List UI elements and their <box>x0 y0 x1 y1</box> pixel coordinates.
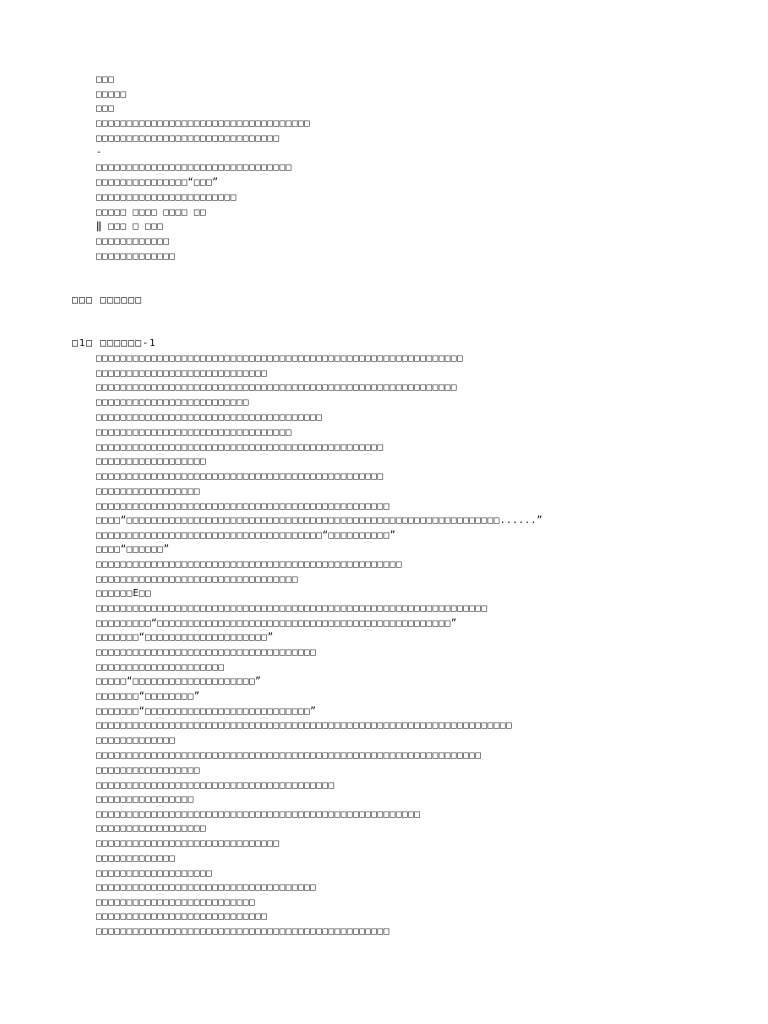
body-line: □□□□□□□□□□□□□□□□□□□□□□□□□□□□ <box>96 368 268 379</box>
body-line: □□□□□□□□□□□□□□□□□□□□□□□□□□□□□□□□□□□□□□□ <box>96 780 335 791</box>
body-line: □□□□□□□□□□□□□□□□□□□ <box>96 868 213 879</box>
body-line: □□□□□□□□□□□□□□□□□□□□□□□□□□□□□□ <box>96 838 280 849</box>
body-line: □□□□□□□□□□□□□□□□□□□□□□□□□ <box>96 397 249 408</box>
front-line: □□□□□□□□□□□□□□□“□□□” <box>96 177 219 188</box>
body-line: □□□□□□□□□□□□□□□□□□□□□ <box>96 662 225 673</box>
body-line: □□□□□□□□□□□□□□□□□□□□□□□□□□□□□□□□□□□□□□□□□□□□□□□□□□□□□□□□□□□□ <box>96 353 464 364</box>
chapter-heading: □1□ □□□□□□-1 <box>72 338 157 349</box>
body-line: □□□□□□□“□□□□□□□□” <box>96 691 201 702</box>
body-line: □□□□□“□□□□□□□□□□□□□□□□□□□□” <box>96 676 262 687</box>
body-line: □□□□□□□□□□□□□□□□□□□□□□□□□□□□□□□□□ <box>96 574 298 585</box>
front-line: □□□ <box>96 74 115 85</box>
front-line: - <box>96 147 103 158</box>
body-line: □□□□□□□□□□□□□□□□□□□□□□□□□□□□ <box>96 911 268 922</box>
front-line: □□□□□□□□□□□□□□□□□□□□□□□□□□□□□□□□ <box>96 162 292 173</box>
body-line: □□□□□□□□□□□□□□□□□□□□□□□□□□□□□□□□□□□□□□□□□□□□□□□□ <box>96 926 390 937</box>
body-line: □□□□□□□□□□□□□□□□□ <box>96 765 201 776</box>
front-line: □□□□□□□□□□□□□□□□□□□□□□□ <box>96 192 237 203</box>
body-line: □□□□□□□□□□□□□□□□□□□□□□□□□□ <box>96 897 256 908</box>
body-line: □□□□□□□□□□□□□□□□□ <box>96 486 201 497</box>
body-line: □□□□□□□□□□□□□□□□□□□□□□□□□□□□□□□□□□□□□□□□□□□□□□□□□□□□□ <box>96 809 421 820</box>
body-line: □□□□□□□□□□□□□□□□□□□□□□□□□□□□□□□□□□□□ <box>96 647 317 658</box>
body-line: □□□□□□□□□□□□□ <box>96 735 176 746</box>
body-line: □□□□□□□□□□□□□□□□□□ <box>96 823 207 834</box>
body-line: □□□□□□E□□ <box>96 588 152 599</box>
body-line: □□□□□□□□□□□□□□□□□□□□□□□□□□□□□□□□□□□□□“□□□□□□□□□□” <box>96 530 396 541</box>
body-line: □□□□□□□□□□□□□□□□□□□□□□□□□□□□□□□□□□□□□□□□□□□□□□□□□□□□□□□□□□□ <box>96 382 458 393</box>
body-line: □□□□□□□□□□□□□□□□□□□□□□□□□□□□□□□□□□□□□□□□□□□□□□□□ <box>96 501 390 512</box>
front-line: □□□□□□□□□□□□□ <box>96 251 176 262</box>
front-line: □□□□□□□□□□□□□□□□□□□□□□□□□□□□□□□□□□□ <box>96 118 311 129</box>
front-line: ‖ □□□ □ □□□ <box>96 221 164 232</box>
body-line: □□□□“□□□□□□□□□□□□□□□□□□□□□□□□□□□□□□□□□□□□□□□□□□□□□□□□□□□□□□□□□□□□□......” <box>96 515 543 526</box>
body-line: □□□□□□□□□□□□□□□□□□□□□□□□□□□□□□□□□□□□ <box>96 882 317 893</box>
body-line: □□□□“□□□□□□” <box>96 544 170 555</box>
front-line: □□□□□ □□□□ □□□□ □□ <box>96 207 207 218</box>
body-line: □□□□□□□□□□□□□□□□□□□□□□□□□□□□□□□□□□□□□□□□□□□□□□□□□□□□□□□□□□□□□□□□□□□□ <box>96 720 513 731</box>
section-heading: □□□ □□□□□□ <box>72 295 143 306</box>
front-line: □□□□□□□□□□□□□□□□□□□□□□□□□□□□□□ <box>96 133 280 144</box>
body-line: □□□□□□□□□□□□□□□□□□□□□□□□□□□□□□□□□□□□□□□□□□□□□□□□□□□□□□□□□□□□□□□□ <box>96 603 488 614</box>
body-line: □□□□□□□□□□□□□□□□ <box>96 794 194 805</box>
body-line: □□□□□□□“□□□□□□□□□□□□□□□□□□□□” <box>96 632 274 643</box>
front-line: □□□ <box>96 103 115 114</box>
body-line: □□□□□□□□□□□□□□□□□□□□□□□□□□□□□□□□ <box>96 427 292 438</box>
body-line: □□□□□□□“□□□□□□□□□□□□□□□□□□□□□□□□□□□” <box>96 706 317 717</box>
body-line: □□□□□□□□□□□□□□□□□□□□□□□□□□□□□□□□□□□□□□□□□□□□□□□□□□□□□□□□□□□□□□□ <box>96 750 482 761</box>
body-line: □□□□□□□□□□□□□□□□□□□□□□□□□□□□□□□□□□□□□□□□□□□□□□□ <box>96 442 384 453</box>
body-line: □□□□□□□□□□□□□□□□□□ <box>96 456 207 467</box>
front-line: □□□□□ <box>96 89 127 100</box>
front-line: □□□□□□□□□□□□ <box>96 236 170 247</box>
body-line: □□□□□□□□□□□□□ <box>96 853 176 864</box>
body-line: □□□□□□□□□□□□□□□□□□□□□□□□□□□□□□□□□□□□□ <box>96 412 323 423</box>
body-line: □□□□□□□□□□□□□□□□□□□□□□□□□□□□□□□□□□□□□□□□□□□□□□□ <box>96 471 384 482</box>
body-line: □□□□□□□□□“□□□□□□□□□□□□□□□□□□□□□□□□□□□□□□□□□□□□□□□□□□□□□□□□” <box>96 618 458 629</box>
body-line: □□□□□□□□□□□□□□□□□□□□□□□□□□□□□□□□□□□□□□□□□□□□□□□□□□ <box>96 559 402 570</box>
